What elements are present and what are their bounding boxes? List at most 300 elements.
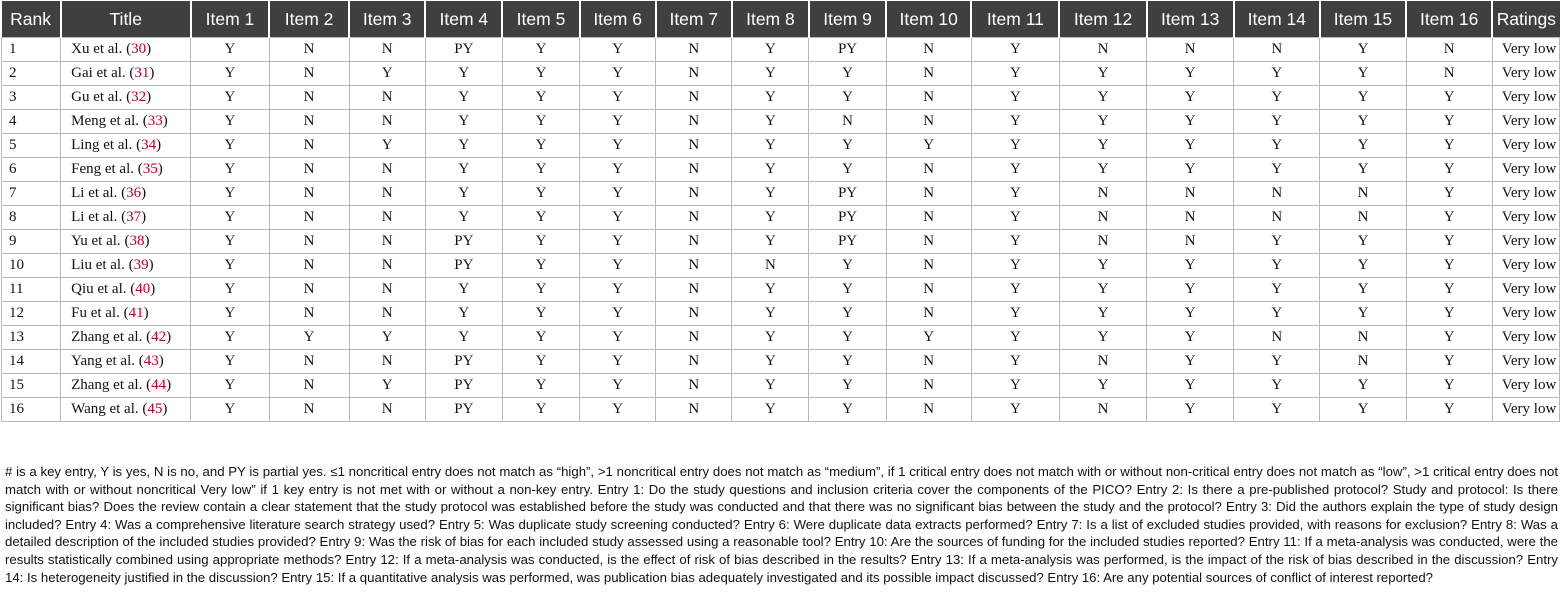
item-14-cell: N bbox=[1234, 326, 1320, 350]
author-text: Wang et al. bbox=[71, 401, 139, 417]
title-cell: Yang et al. (43) bbox=[61, 350, 191, 374]
item-16-cell: Y bbox=[1406, 302, 1492, 326]
item-1-cell: Y bbox=[191, 38, 269, 62]
item-14-cell: Y bbox=[1234, 302, 1320, 326]
item-4-cell: PY bbox=[425, 230, 502, 254]
item-8-cell: Y bbox=[732, 86, 809, 110]
item-16-cell: Y bbox=[1406, 110, 1492, 134]
rating-cell: Very low bbox=[1492, 230, 1559, 254]
item-15-cell: Y bbox=[1320, 230, 1406, 254]
rank-cell: 14 bbox=[2, 350, 61, 374]
item-2-cell: N bbox=[269, 62, 349, 86]
item-9-cell: Y bbox=[809, 374, 886, 398]
item-9-cell: Y bbox=[809, 326, 886, 350]
rating-cell: Very low bbox=[1492, 134, 1559, 158]
reference-link[interactable]: 41 bbox=[128, 305, 144, 321]
item-4-cell: Y bbox=[425, 86, 502, 110]
item-2-cell: N bbox=[269, 86, 349, 110]
rank-cell: 1 bbox=[2, 38, 61, 62]
item-8-cell: Y bbox=[732, 350, 809, 374]
header-row bbox=[2, 1, 1560, 38]
item-1-cell: Y bbox=[191, 206, 269, 230]
author-text: Zhang et al. bbox=[71, 377, 143, 393]
reference-link[interactable]: 30 bbox=[131, 41, 147, 57]
item-7-cell: N bbox=[656, 134, 732, 158]
reference-link[interactable]: 32 bbox=[131, 89, 147, 105]
item-15-cell: Y bbox=[1320, 158, 1406, 182]
item-11-cell: Y bbox=[971, 278, 1059, 302]
item-6-cell: Y bbox=[580, 254, 656, 278]
item-14-cell: Y bbox=[1234, 86, 1320, 110]
item-7-cell: N bbox=[656, 86, 732, 110]
item-14-cell: Y bbox=[1234, 134, 1320, 158]
item-10-cell: Y bbox=[886, 326, 971, 350]
item-11-cell: Y bbox=[971, 374, 1059, 398]
column-header-item-14: Item 14 bbox=[1234, 1, 1320, 38]
item-15-cell: Y bbox=[1320, 38, 1406, 62]
rating-cell: Very low bbox=[1492, 158, 1559, 182]
item-3-cell: N bbox=[349, 158, 425, 182]
item-2-cell: N bbox=[269, 38, 349, 62]
column-header-item-6: Item 6 bbox=[580, 1, 656, 38]
item-6-cell: Y bbox=[580, 158, 656, 182]
item-1-cell: Y bbox=[191, 158, 269, 182]
item-9-cell: PY bbox=[809, 206, 886, 230]
table-row bbox=[2, 86, 1560, 110]
rank-cell: 8 bbox=[2, 206, 61, 230]
item-16-cell: Y bbox=[1406, 374, 1492, 398]
reference-link[interactable]: 40 bbox=[135, 281, 151, 297]
item-6-cell: Y bbox=[580, 398, 656, 422]
item-13-cell: Y bbox=[1147, 254, 1234, 278]
reference-link[interactable]: 42 bbox=[151, 329, 167, 345]
item-8-cell: Y bbox=[732, 110, 809, 134]
rank-cell: 16 bbox=[2, 398, 61, 422]
rank-cell: 6 bbox=[2, 158, 61, 182]
item-10-cell: N bbox=[886, 86, 971, 110]
item-14-cell: Y bbox=[1234, 110, 1320, 134]
author-text: Feng et al. bbox=[71, 161, 135, 177]
item-7-cell: N bbox=[656, 38, 732, 62]
item-11-cell: Y bbox=[971, 230, 1059, 254]
title-cell: Li et al. (37) bbox=[61, 206, 191, 230]
reference-link[interactable]: 31 bbox=[134, 65, 150, 81]
item-9-cell: Y bbox=[809, 134, 886, 158]
item-6-cell: Y bbox=[580, 278, 656, 302]
item-5-cell: Y bbox=[502, 182, 579, 206]
item-15-cell: Y bbox=[1320, 398, 1406, 422]
item-7-cell: N bbox=[656, 254, 732, 278]
item-6-cell: Y bbox=[580, 374, 656, 398]
item-13-cell: Y bbox=[1147, 350, 1234, 374]
item-3-cell: N bbox=[349, 350, 425, 374]
author-text: Li et al. bbox=[71, 209, 118, 225]
item-10-cell: N bbox=[886, 278, 971, 302]
item-8-cell: Y bbox=[732, 326, 809, 350]
rating-cell: Very low bbox=[1492, 302, 1559, 326]
item-8-cell: Y bbox=[732, 398, 809, 422]
item-12-cell: N bbox=[1059, 230, 1146, 254]
item-3-cell: Y bbox=[349, 62, 425, 86]
rank-cell: 2 bbox=[2, 62, 61, 86]
item-15-cell: Y bbox=[1320, 374, 1406, 398]
item-11-cell: Y bbox=[971, 158, 1059, 182]
item-12-cell: Y bbox=[1059, 278, 1146, 302]
rank-cell: 10 bbox=[2, 254, 61, 278]
rating-cell: Very low bbox=[1492, 398, 1559, 422]
item-1-cell: Y bbox=[191, 86, 269, 110]
item-3-cell: N bbox=[349, 398, 425, 422]
item-12-cell: N bbox=[1059, 206, 1146, 230]
item-1-cell: Y bbox=[191, 182, 269, 206]
column-header-item-9: Item 9 bbox=[809, 1, 886, 38]
table-row bbox=[2, 302, 1560, 326]
item-9-cell: PY bbox=[809, 182, 886, 206]
column-header-item-11: Item 11 bbox=[971, 1, 1059, 38]
rating-cell: Very low bbox=[1492, 254, 1559, 278]
item-16-cell: N bbox=[1406, 38, 1492, 62]
title-cell: Meng et al. (33) bbox=[61, 110, 191, 134]
item-10-cell: N bbox=[886, 398, 971, 422]
item-3-cell: N bbox=[349, 110, 425, 134]
item-11-cell: Y bbox=[971, 206, 1059, 230]
reference-link[interactable]: 38 bbox=[129, 233, 145, 249]
item-1-cell: Y bbox=[191, 230, 269, 254]
item-4-cell: PY bbox=[425, 350, 502, 374]
item-1-cell: Y bbox=[191, 254, 269, 278]
column-header-item-2: Item 2 bbox=[269, 1, 349, 38]
item-7-cell: N bbox=[656, 62, 732, 86]
title-cell: Qiu et al. (40) bbox=[61, 278, 191, 302]
title-cell: Zhang et al. (44) bbox=[61, 374, 191, 398]
item-10-cell: N bbox=[886, 230, 971, 254]
item-2-cell: N bbox=[269, 398, 349, 422]
item-9-cell: PY bbox=[809, 230, 886, 254]
item-14-cell: Y bbox=[1234, 230, 1320, 254]
item-5-cell: Y bbox=[502, 326, 579, 350]
item-9-cell: PY bbox=[809, 38, 886, 62]
item-10-cell: N bbox=[886, 38, 971, 62]
column-header-item-13: Item 13 bbox=[1147, 1, 1234, 38]
item-16-cell: Y bbox=[1406, 86, 1492, 110]
item-5-cell: Y bbox=[502, 374, 579, 398]
column-header-item-10: Item 10 bbox=[886, 1, 971, 38]
item-9-cell: Y bbox=[809, 350, 886, 374]
column-header-item-3: Item 3 bbox=[349, 1, 425, 38]
item-12-cell: Y bbox=[1059, 110, 1146, 134]
title-cell: Wang et al. (45) bbox=[61, 398, 191, 422]
column-header-ratings: Ratings bbox=[1492, 1, 1559, 38]
item-5-cell: Y bbox=[502, 110, 579, 134]
rank-cell: 11 bbox=[2, 278, 61, 302]
item-13-cell: Y bbox=[1147, 134, 1234, 158]
reference-link[interactable]: 37 bbox=[126, 209, 142, 225]
item-13-cell: Y bbox=[1147, 86, 1234, 110]
item-10-cell: N bbox=[886, 158, 971, 182]
item-15-cell: Y bbox=[1320, 110, 1406, 134]
item-14-cell: Y bbox=[1234, 254, 1320, 278]
title-cell: Li et al. (36) bbox=[61, 182, 191, 206]
item-11-cell: Y bbox=[971, 398, 1059, 422]
author-text: Ling et al. bbox=[71, 137, 133, 153]
item-3-cell: N bbox=[349, 206, 425, 230]
item-15-cell: Y bbox=[1320, 254, 1406, 278]
item-6-cell: Y bbox=[580, 110, 656, 134]
table-row bbox=[2, 230, 1560, 254]
rank-cell: 3 bbox=[2, 86, 61, 110]
item-4-cell: PY bbox=[425, 398, 502, 422]
item-12-cell: Y bbox=[1059, 302, 1146, 326]
table-row bbox=[2, 254, 1560, 278]
item-3-cell: N bbox=[349, 278, 425, 302]
item-14-cell: N bbox=[1234, 206, 1320, 230]
item-16-cell: N bbox=[1406, 62, 1492, 86]
item-5-cell: Y bbox=[502, 134, 579, 158]
item-13-cell: Y bbox=[1147, 374, 1234, 398]
item-16-cell: Y bbox=[1406, 134, 1492, 158]
item-2-cell: N bbox=[269, 182, 349, 206]
table-row bbox=[2, 278, 1560, 302]
item-9-cell: N bbox=[809, 110, 886, 134]
reference-link[interactable]: 36 bbox=[126, 185, 142, 201]
table-row bbox=[2, 134, 1560, 158]
item-16-cell: Y bbox=[1406, 182, 1492, 206]
table-footnote: # is a key entry, Y is yes, N is no, and PY is partial yes. ≤1 noncritical entry does not match as “high”, >1 noncritical entry does not match as “medium”, if 1 critical entry does not match with or without non-critical entry does not match as “low”, >1 critical entry does not match with or without noncritical Very low” if 1 key entry is not met with or without a non-key entry. Entry 1: Do the study questions and inclusion criteria cover the components of the PICO? Entry 2: Is there a pre-published protocol? Study and protocol: Is there significant bias? Does the review contain a clear statement that the study protocol was established before the study was conducted and that there was no significant bias between the study and the protocol? Entry 3: Did the authors explain the type of study design included? Entry 4: Was a comprehensive literature search strategy used? Entry 5: Was duplicate study screening conducted? Entry 6: Were duplicate data extracts performed? Entry 7: Is a list of excluded studies provided, with reasons for exclusion? Entry 8: Was a detailed description of the included studies provided? Entry 9: Was the risk of bias for each included study assessed using a reasonable tool? Entry 10: Are the sources of funding for the included studies reported? Entry 11: If a meta-analysis was conducted, were the results statistically combined using appropriate methods? Entry 12: If a meta-analysis was conducted, is the effect of risk of bias described in the results? Entry 13: If a meta-analysis was performed, is the impact of the risk of bias described in the discussion? Entry 14: Is heterogeneity justified in the discussion? Entry 15: If a quantitative analysis was performed, was publication bias adequately investigated and its possible impact discussed? Entry 16: Are any potential sources of conflict of interest reported? bbox=[5, 464, 1558, 585]
item-4-cell: Y bbox=[425, 110, 502, 134]
column-header-rank: Rank bbox=[2, 1, 61, 38]
item-5-cell: Y bbox=[502, 254, 579, 278]
item-11-cell: Y bbox=[971, 38, 1059, 62]
item-15-cell: N bbox=[1320, 350, 1406, 374]
reference-link[interactable]: 43 bbox=[143, 353, 159, 369]
item-1-cell: Y bbox=[191, 398, 269, 422]
item-10-cell: N bbox=[886, 110, 971, 134]
title-cell: Ling et al. (34) bbox=[61, 134, 191, 158]
amstar-table bbox=[1, 1, 1560, 422]
column-header-item-8: Item 8 bbox=[732, 1, 809, 38]
item-4-cell: PY bbox=[425, 38, 502, 62]
column-header-item-16: Item 16 bbox=[1406, 1, 1492, 38]
item-3-cell: N bbox=[349, 86, 425, 110]
item-12-cell: N bbox=[1059, 350, 1146, 374]
author-text: Fu et al. bbox=[71, 305, 120, 321]
item-6-cell: Y bbox=[580, 38, 656, 62]
item-14-cell: N bbox=[1234, 38, 1320, 62]
item-10-cell: N bbox=[886, 350, 971, 374]
item-3-cell: N bbox=[349, 182, 425, 206]
item-13-cell: N bbox=[1147, 206, 1234, 230]
item-12-cell: Y bbox=[1059, 134, 1146, 158]
item-3-cell: N bbox=[349, 302, 425, 326]
item-9-cell: Y bbox=[809, 302, 886, 326]
item-8-cell: Y bbox=[732, 158, 809, 182]
item-10-cell: N bbox=[886, 206, 971, 230]
item-13-cell: Y bbox=[1147, 398, 1234, 422]
rating-cell: Very low bbox=[1492, 278, 1559, 302]
item-1-cell: Y bbox=[191, 374, 269, 398]
item-8-cell: Y bbox=[732, 182, 809, 206]
rank-cell: 9 bbox=[2, 230, 61, 254]
rank-cell: 4 bbox=[2, 110, 61, 134]
author-text: Liu et al. bbox=[71, 257, 125, 273]
rank-cell: 15 bbox=[2, 374, 61, 398]
rating-cell: Very low bbox=[1492, 62, 1559, 86]
item-1-cell: Y bbox=[191, 326, 269, 350]
item-5-cell: Y bbox=[502, 230, 579, 254]
item-10-cell: N bbox=[886, 254, 971, 278]
title-cell: Xu et al. (30) bbox=[61, 38, 191, 62]
title-cell: Feng et al. (35) bbox=[61, 158, 191, 182]
item-2-cell: N bbox=[269, 254, 349, 278]
table-row bbox=[2, 38, 1560, 62]
column-header-item-4: Item 4 bbox=[425, 1, 502, 38]
rating-cell: Very low bbox=[1492, 38, 1559, 62]
item-13-cell: Y bbox=[1147, 110, 1234, 134]
item-8-cell: Y bbox=[732, 38, 809, 62]
item-13-cell: N bbox=[1147, 182, 1234, 206]
reference-link[interactable]: 45 bbox=[147, 401, 163, 417]
item-14-cell: Y bbox=[1234, 158, 1320, 182]
item-7-cell: N bbox=[656, 326, 732, 350]
item-8-cell: Y bbox=[732, 206, 809, 230]
item-5-cell: Y bbox=[502, 350, 579, 374]
title-cell: Gu et al. (32) bbox=[61, 86, 191, 110]
title-cell: Fu et al. (41) bbox=[61, 302, 191, 326]
item-12-cell: Y bbox=[1059, 158, 1146, 182]
item-7-cell: N bbox=[656, 110, 732, 134]
author-text: Gu et al. bbox=[71, 89, 123, 105]
item-3-cell: N bbox=[349, 38, 425, 62]
item-13-cell: Y bbox=[1147, 278, 1234, 302]
item-6-cell: Y bbox=[580, 350, 656, 374]
item-15-cell: Y bbox=[1320, 134, 1406, 158]
item-6-cell: Y bbox=[580, 326, 656, 350]
item-13-cell: N bbox=[1147, 38, 1234, 62]
item-8-cell: Y bbox=[732, 134, 809, 158]
table-row bbox=[2, 62, 1560, 86]
item-12-cell: N bbox=[1059, 182, 1146, 206]
item-7-cell: N bbox=[656, 350, 732, 374]
item-4-cell: Y bbox=[425, 182, 502, 206]
item-16-cell: Y bbox=[1406, 278, 1492, 302]
reference-link[interactable]: 34 bbox=[141, 137, 157, 153]
item-13-cell: Y bbox=[1147, 302, 1234, 326]
item-10-cell: Y bbox=[886, 134, 971, 158]
item-15-cell: N bbox=[1320, 326, 1406, 350]
reference-link[interactable]: 35 bbox=[142, 161, 158, 177]
item-2-cell: N bbox=[269, 158, 349, 182]
item-10-cell: N bbox=[886, 62, 971, 86]
item-4-cell: PY bbox=[425, 254, 502, 278]
reference-link[interactable]: 33 bbox=[147, 113, 163, 129]
item-15-cell: N bbox=[1320, 182, 1406, 206]
item-4-cell: Y bbox=[425, 158, 502, 182]
rating-cell: Very low bbox=[1492, 374, 1559, 398]
item-13-cell: Y bbox=[1147, 326, 1234, 350]
rating-cell: Very low bbox=[1492, 182, 1559, 206]
item-8-cell: Y bbox=[732, 302, 809, 326]
item-16-cell: Y bbox=[1406, 254, 1492, 278]
item-4-cell: Y bbox=[425, 278, 502, 302]
item-11-cell: Y bbox=[971, 110, 1059, 134]
column-header-item-1: Item 1 bbox=[191, 1, 269, 38]
reference-link[interactable]: 44 bbox=[151, 377, 167, 393]
item-4-cell: Y bbox=[425, 302, 502, 326]
item-6-cell: Y bbox=[580, 62, 656, 86]
item-2-cell: N bbox=[269, 134, 349, 158]
column-header-item-15: Item 15 bbox=[1320, 1, 1406, 38]
item-4-cell: Y bbox=[425, 62, 502, 86]
item-14-cell: Y bbox=[1234, 398, 1320, 422]
item-11-cell: Y bbox=[971, 62, 1059, 86]
title-cell: Liu et al. (39) bbox=[61, 254, 191, 278]
table-row bbox=[2, 182, 1560, 206]
item-1-cell: Y bbox=[191, 110, 269, 134]
item-9-cell: Y bbox=[809, 398, 886, 422]
item-5-cell: Y bbox=[502, 62, 579, 86]
item-7-cell: N bbox=[656, 206, 732, 230]
table-row bbox=[2, 206, 1560, 230]
item-16-cell: Y bbox=[1406, 350, 1492, 374]
item-8-cell: Y bbox=[732, 374, 809, 398]
item-16-cell: Y bbox=[1406, 326, 1492, 350]
item-2-cell: N bbox=[269, 206, 349, 230]
item-6-cell: Y bbox=[580, 230, 656, 254]
item-16-cell: Y bbox=[1406, 230, 1492, 254]
item-3-cell: Y bbox=[349, 326, 425, 350]
rating-cell: Very low bbox=[1492, 110, 1559, 134]
item-9-cell: Y bbox=[809, 62, 886, 86]
item-11-cell: Y bbox=[971, 326, 1059, 350]
rating-cell: Very low bbox=[1492, 326, 1559, 350]
item-4-cell: Y bbox=[425, 206, 502, 230]
rating-cell: Very low bbox=[1492, 206, 1559, 230]
item-14-cell: Y bbox=[1234, 350, 1320, 374]
author-text: Li et al. bbox=[71, 185, 118, 201]
item-2-cell: Y bbox=[269, 326, 349, 350]
item-6-cell: Y bbox=[580, 206, 656, 230]
item-1-cell: Y bbox=[191, 62, 269, 86]
item-14-cell: Y bbox=[1234, 278, 1320, 302]
reference-link[interactable]: 39 bbox=[133, 257, 149, 273]
item-8-cell: Y bbox=[732, 62, 809, 86]
rating-cell: Very low bbox=[1492, 86, 1559, 110]
item-3-cell: Y bbox=[349, 134, 425, 158]
item-11-cell: Y bbox=[971, 302, 1059, 326]
item-16-cell: Y bbox=[1406, 398, 1492, 422]
column-header-item-7: Item 7 bbox=[656, 1, 732, 38]
author-text: Xu et al. bbox=[71, 41, 123, 57]
title-cell: Gai et al. (31) bbox=[61, 62, 191, 86]
table-row bbox=[2, 326, 1560, 350]
item-4-cell: PY bbox=[425, 374, 502, 398]
author-text: Yang et al. bbox=[71, 353, 135, 369]
item-6-cell: Y bbox=[580, 134, 656, 158]
item-5-cell: Y bbox=[502, 38, 579, 62]
table-row bbox=[2, 374, 1560, 398]
item-14-cell: Y bbox=[1234, 62, 1320, 86]
item-11-cell: Y bbox=[971, 86, 1059, 110]
item-10-cell: N bbox=[886, 182, 971, 206]
table-body bbox=[2, 38, 1560, 422]
item-14-cell: N bbox=[1234, 182, 1320, 206]
item-2-cell: N bbox=[269, 230, 349, 254]
item-10-cell: N bbox=[886, 302, 971, 326]
table-row bbox=[2, 350, 1560, 374]
item-6-cell: Y bbox=[580, 182, 656, 206]
item-6-cell: Y bbox=[580, 86, 656, 110]
author-text: Zhang et al. bbox=[71, 329, 143, 345]
